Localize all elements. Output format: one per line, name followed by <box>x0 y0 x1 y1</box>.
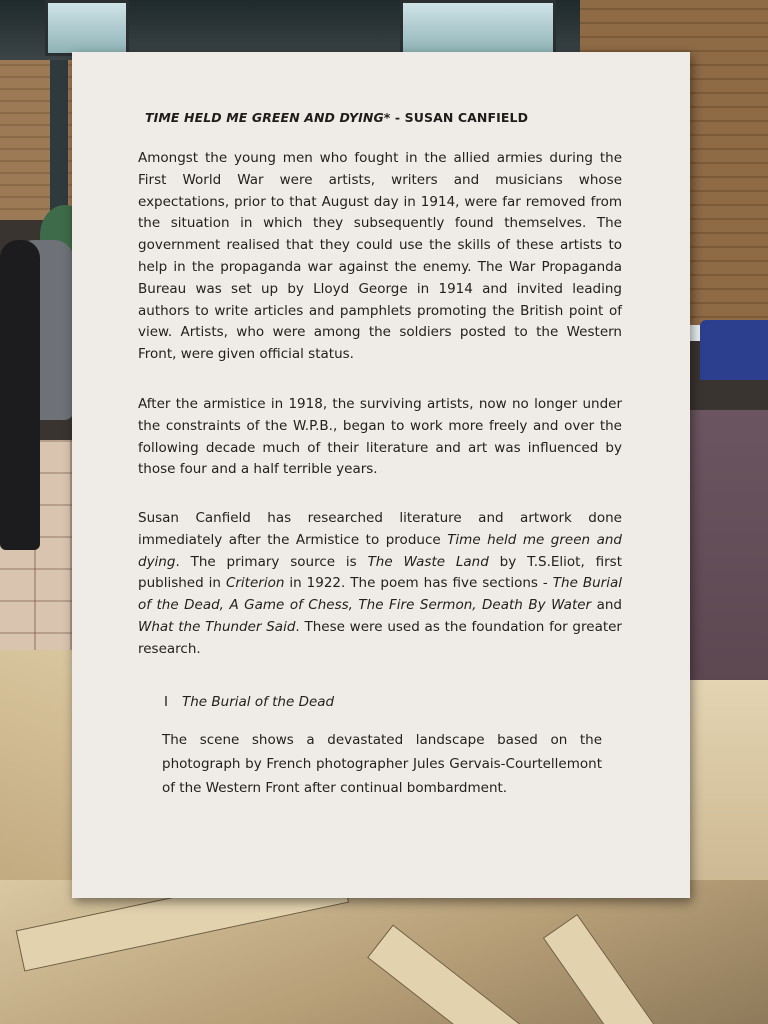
paragraph-text: . The primary source is <box>175 553 368 570</box>
paragraph-text: and <box>591 597 622 614</box>
blue-chair <box>700 320 768 380</box>
paragraph-research <box>138 508 622 661</box>
title-separator: - <box>390 110 405 125</box>
window-center <box>400 0 556 56</box>
card-title <box>145 110 605 125</box>
paragraph-text: . These were used as the foundation for greater research. <box>138 618 622 657</box>
paragraph-text: in 1922. The poem has five sections - <box>284 575 553 592</box>
section-title: The Burial of the Dead <box>182 694 335 710</box>
section-numeral: I <box>164 694 168 710</box>
paragraph-text: by T.S.Eliot, first published in <box>138 553 622 592</box>
title-work: TIME HELD ME GREEN AND DYING* <box>145 110 391 125</box>
info-card <box>72 52 690 898</box>
window-left <box>45 0 129 56</box>
journal-title: Criterion <box>225 575 285 592</box>
title-author: SUSAN CANFIELD <box>404 110 529 125</box>
section-body: The scene shows a devastated landscape based on the photograph by French photographer Jules Gervais-Courtellemont of the Western Front after continual bombardment. <box>162 732 602 796</box>
paragraph-text: Susan Canfield has researched literature and artwork done immediately after the Armistice to produce <box>138 510 622 548</box>
paragraph-intro: Amongst the young men who fought in the allied armies during the First World War were artists, writers and musicians whose expectations, prior to that August day in 1914, were far removed from the situation in which they subsequently found themselves. The government realised that they could use the skills of these artists to help in the propaganda war against the enemy. The War Propaganda Bureau was set up by Lloyd George in 1914 and invited leading authors to write articles and pamphlets promoting the British point of view. Artists, who were among the soldiers posted to the Western Front, were given official status. <box>138 150 622 363</box>
section-title: What the Thunder Said <box>138 618 296 635</box>
work-title: The Waste Land <box>367 553 489 570</box>
section-heading <box>164 694 334 710</box>
section-titles: The Burial of the Dead, A Game of Chess, The Fire Sermon, Death By Water <box>138 575 622 614</box>
paragraph-armistice: After the armistice in 1918, the surviving artists, now no longer under the constraints of the W.P.B., began to work more freely and over the following decade much of their literature and art was influenced by those four and a half terrible years. <box>138 396 622 478</box>
visitor-dark-clothes <box>0 240 40 550</box>
work-title: Time held me green and dying <box>138 531 622 570</box>
